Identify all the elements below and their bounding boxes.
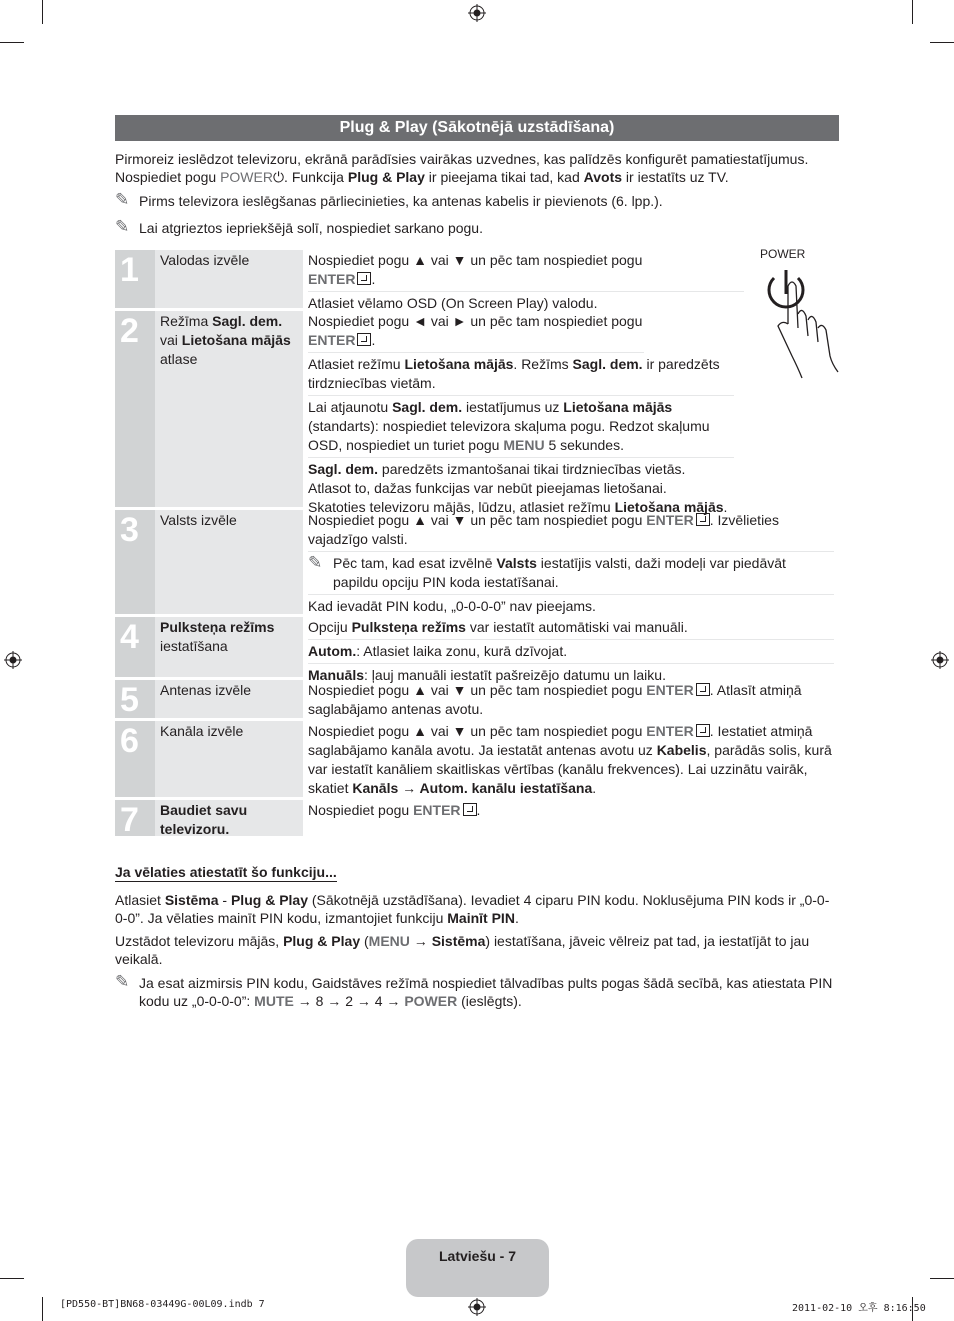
step-5 — [115, 680, 839, 718]
registration-mark-icon — [468, 4, 486, 22]
reset-paragraph-1: Atlasiet Sistēma - Plug & Play (Sākotnējā uzstādīšana). Ievadiet 4 ciparu PIN kodu. Noklusējuma PIN kods ir „0-0-0-0”. Ja vēlaties mainīt PIN kodu, izmantojiet funkciju Mainīt PIN. — [115, 892, 830, 926]
reset-paragraph-2: Uzstādot televizoru mājās, Plug & Play (MENU → Sistēma) iestatīšana, jāveic vēlreiz pat tad, ja iestatījāt to jau veikalā. — [115, 933, 810, 967]
registration-mark-icon — [4, 651, 22, 669]
section-title: Plug & Play (Sākotnējā uzstādīšana) — [115, 115, 839, 141]
power-icon: ⏻ — [272, 169, 285, 185]
step-3 — [115, 510, 839, 614]
note: ✎ Ja esat aizmirsis PIN kodu, Gaidstāves režīmā nospiediet tālvadības pults pogas šādā secībā, kas atiestata PIN kodu uz „0-0-0-0”: MUTE → 8 → 2 → 4 → POWER (ieslēgts). — [115, 972, 833, 1009]
enter-icon — [696, 513, 710, 526]
note-pencil-icon: ✎ — [115, 972, 130, 991]
step-label: Režīma Sagl. dem. vai Lietošana mājās atlase — [155, 311, 303, 507]
note: ✎ Lai atgrieztos iepriekšējā solī, nospiediet sarkano pogu. — [115, 217, 483, 236]
step-label: Valsts izvēle — [155, 510, 303, 614]
registration-mark-icon — [931, 651, 949, 669]
step-number: 4 — [115, 617, 155, 677]
power-label: POWER — [760, 247, 806, 261]
enter-icon — [463, 803, 477, 816]
crop-mark — [0, 1278, 24, 1279]
step-number: 1 — [115, 250, 155, 308]
enter-icon — [696, 724, 710, 737]
step-number: 3 — [115, 510, 155, 614]
step-description: Nospiediet pogu ▲ vai ▼ un pēc tam nospiediet pogu ENTER . Atlasīt atmiņā saglabājamo antenas avotu. — [308, 682, 802, 717]
crop-mark — [42, 0, 43, 24]
step-description: Nospiediet pogu ▲ vai ▼ un pēc tam nospiediet pogu ENTER . Izvēlieties vajadzīgo valsti. ✎ Pēc tam, kad esat izvēlnē Valsts iestatījis valsti, daži modeļi var piedāvāt papildu opciju PIN koda iestatīšanai. Kad ievadāt PIN kodu, „0-0-0-0” nav pieejams. — [303, 510, 839, 614]
step-7 — [115, 800, 839, 839]
step-label: Pulksteņa režīms iestatīšana — [155, 617, 303, 677]
note-pencil-icon: ✎ — [308, 553, 323, 572]
step-number: 7 — [115, 800, 155, 836]
crop-mark — [930, 1278, 954, 1279]
crop-mark — [42, 1297, 43, 1321]
step-1 — [115, 250, 839, 311]
enter-icon — [357, 272, 371, 285]
crop-mark — [930, 42, 954, 43]
intro-paragraph: Pirmoreiz ieslēdzot televizoru, ekrānā parādīsies vairākas uzvednes, kas palīdzēs konfigurēt pamatiestatījumus. Nospiediet pogu POWER⏻. Funkcija Plug & Play ir pieejama tikai tad, kad Avots ir iestatīts uz TV. — [115, 151, 809, 185]
step-description: Nospiediet pogu ◄ vai ► un pēc tam nospiediet pogu ENTER . Atlasiet režīmu Lietošana mājās. Režīms Sagl. dem. ir paredzēts tirdzniecības vietām. Lai atjaunotu Sagl. dem. iestatījumus uz Lietošana mājās (standarts): nospiediet televizora skaļuma pogu. Redzot skaļumu OSD, nospiediet un turiet pogu MENU 5 sekundes. Sagl. dem. paredzēts izmantošanai tikai tirdzniecības vietās. Atlasot to, dažas funkcijas var nebūt pieejamas lietošanai. Skatoties televizoru mājās, lūdzu, atlasiet režīmu Lietošana mājās. — [303, 311, 839, 507]
step-description: Nospiediet pogu ▲ vai ▼ un pēc tam nospiediet pogu ENTER . Atlasiet vēlamo OSD (On Screen Play) valodu. — [303, 250, 749, 308]
step-number: 5 — [115, 680, 155, 718]
step-label: Kanāla izvēle — [155, 721, 303, 797]
crop-mark — [0, 42, 24, 43]
step-2 — [115, 311, 839, 515]
note-pencil-icon: ✎ — [115, 190, 130, 209]
step-description: Nospiediet pogu ENTER . — [308, 802, 481, 818]
reset-heading: Ja vēlaties atiestatīt šo funkciju... — [115, 864, 337, 880]
step-4 — [115, 617, 839, 683]
print-date-info: 2011-02-10 오후 8:16:50 — [792, 1303, 926, 1314]
step-number: 6 — [115, 721, 155, 797]
enter-icon — [696, 683, 710, 696]
crop-mark — [912, 0, 913, 24]
step-label: Baudiet savu televizoru. — [155, 800, 303, 836]
note: ✎ Pirms televizora ieslēgšanas pārliecinieties, ka antenas kabelis ir pievienots (6. lpp.). — [115, 190, 663, 209]
print-file-info: [PD550-BT]BN68-03449G-00L09.indb 7 — [60, 1299, 265, 1310]
step-number: 2 — [115, 311, 155, 507]
page-number-tab: Latviešu - 7 — [406, 1239, 549, 1297]
step-6 — [115, 721, 839, 797]
registration-mark-icon — [468, 1298, 486, 1316]
enter-icon — [357, 333, 371, 346]
step-label: Antenas izvēle — [155, 680, 303, 718]
step-label: Valodas izvēle — [155, 250, 303, 308]
step-description: Nospiediet pogu ▲ vai ▼ un pēc tam nospiediet pogu ENTER . Iestatiet atmiņā saglabājamo kanāla avotu. Ja iestatāt antenas avotu uz Kabelis, parādās solis, kurā var iestatīt kanāliem skaitliskas vērtības (kanālu frekvences). Lai uzzinātu vairāk, skatiet Kanāls → Autom. kanālu iestatīšana. — [308, 723, 832, 796]
step-description: Opciju Pulksteņa režīms var iestatīt automātiski vai manuāli. Autom.: Atlasiet laika zonu, kurā dzīvojat. Manuāls: ļauj manuāli iestatīt pašreizējo datumu un laiku. — [303, 617, 839, 677]
note-pencil-icon: ✎ — [115, 217, 130, 236]
